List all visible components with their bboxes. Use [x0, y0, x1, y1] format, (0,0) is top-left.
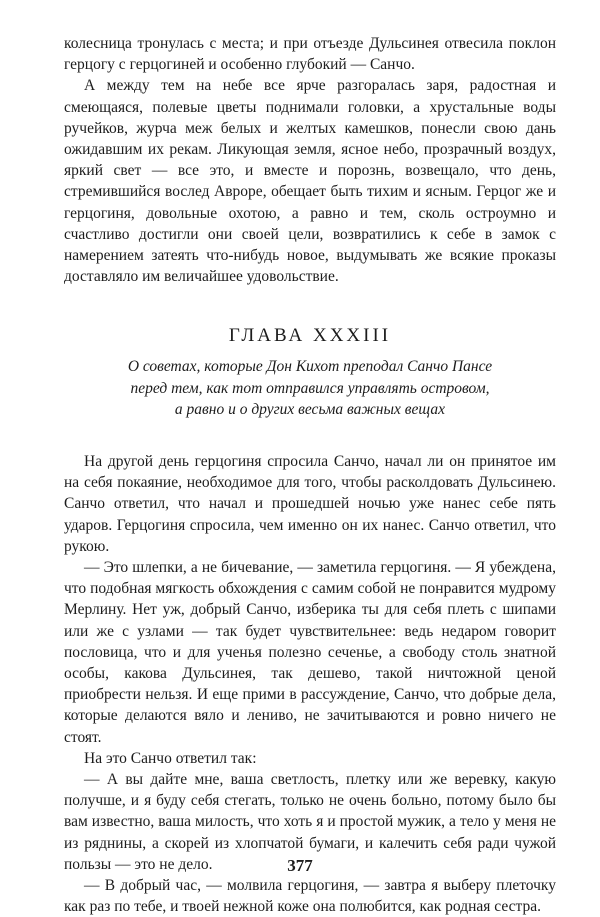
- chapter-subtitle-line: перед тем, как тот отправился управлять островом,: [130, 379, 490, 397]
- paragraph-body-5: — В добрый час, — молвила герцогиня, — завтра я выберу плеточку как раз по тебе, и твоей нежной коже она полюбится, как родная сестра.: [64, 877, 556, 916]
- chapter-title: ГЛАВА XXXIII: [228, 325, 392, 347]
- paragraph-body-3: На это Санчо ответил так:: [84, 749, 257, 767]
- paragraph-dawn: А между тем на небе все ярче разгоралась заря, радостная и смеющаяся, полевые цветы поднимали головки, а хрустальные воды ручейков, журча меж белых и желтых камешков, понесли свою дань ожидавшим их рекам. Ликующая земля, ясное небо, прозрачный воздух, яркий свет — все это, и вместе и порознь, возвещало, что день, стремившийся вослед Авроре, обещает быть тихим и ясным. Герцог же и герцогиня, довольные охотою, а равно и тем, сколь остроумно и счастливо достигли они своей цели, возвратились к себе в замок с намерением затеять что-нибудь новое, выдумывать же всякие проказы доставляло им величайшее удовольствие.: [64, 77, 556, 286]
- chapter-subtitle-line: О советах, которые Дон Кихот преподал Санчо Пансе: [127, 358, 493, 376]
- chapter-subtitle-line: а равно и о других весьма важных вещах: [174, 401, 446, 419]
- paragraph-body-1: На другой день герцогиня спросила Санчо, начал ли он принятое им на себя покаяние, необходимое для того, чтобы расколдовать Дульсинею. Санчо ответил, что начал и прошедшей ночью уже нанес себе пять ударов. Герцогиня спросила, чем именно он их нанес. Санчо ответил, что рукою.: [64, 452, 556, 555]
- paragraph-continuation: колесница тронулась с места; и при отъезде Дульсинея отвесила поклон герцогу с герцогиней и особенно глубокий — Санчо.: [64, 35, 556, 74]
- page-number: 377: [287, 856, 313, 875]
- paragraph-body-4: — А вы дайте мне, ваша светлость, плетку или же веревку, какую получше, и я буду себя стегать, только не очень больно, потому было бы вам известно, ваша милость, что хоть я и простой мужик, а тело у меня не из ряднины, а скорей из хлопчатой бумаги, и калечить себя ради чужой пользы — это не дело.: [64, 770, 556, 873]
- page-content: [64, 33, 556, 917]
- chapter-subtitle: [64, 356, 556, 421]
- paragraph-body-2: — Это шлепки, а не бичевание, — заметила герцогиня. — Я убеждена, что подобная мягкость обхождения с самим собой не понравится мудрому Мерлину. Нет уж, добрый Санчо, изберика ты для себя плеть с шипами или же с узлами — так будет чувствительнее: ведь недаром говорит пословица, что и для ученья полезно сеченье, а свободу столь знатной особы, какова Дульсинея, так дешево, такой ничтожной ценой приобрести нельзя. И еще прими в рассуждение, Санчо, что добрые дела, которые делаются вяло и лениво, не зачитываются и ровно ничего не стоят.: [64, 558, 556, 746]
